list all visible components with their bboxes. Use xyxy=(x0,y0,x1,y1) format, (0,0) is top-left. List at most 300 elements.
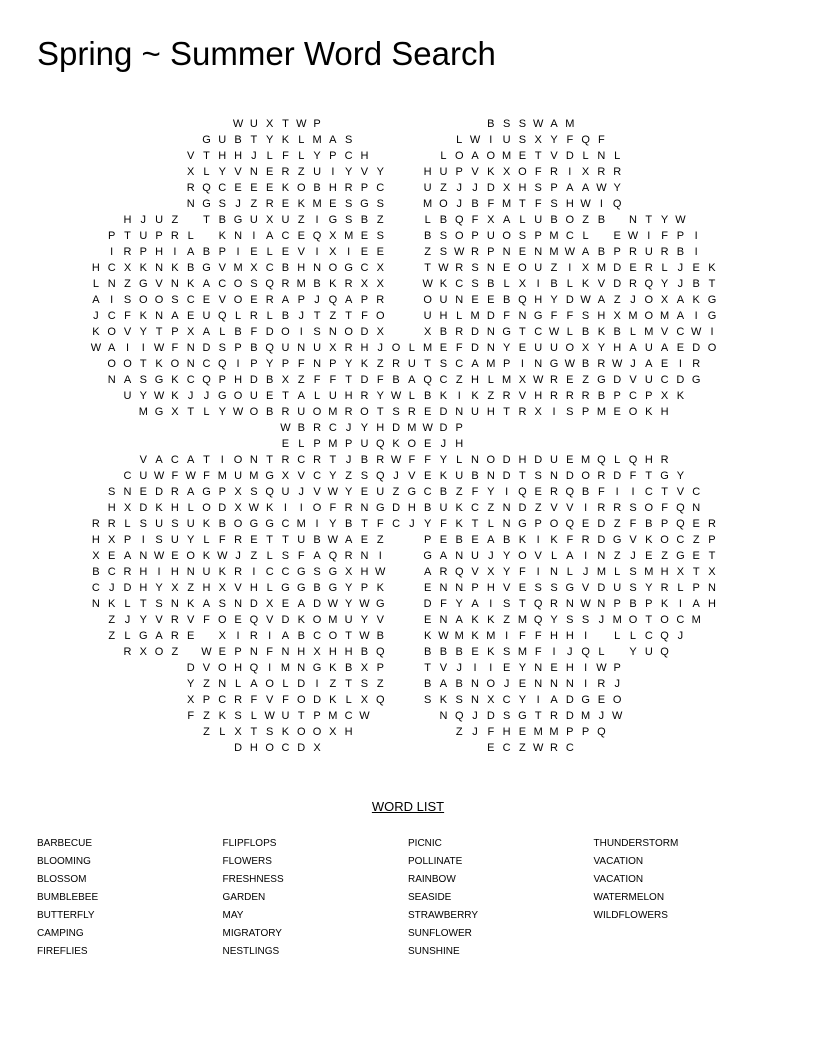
grid-letter: Z xyxy=(187,582,195,594)
grid-letter: O xyxy=(202,502,211,514)
grid-letter: C xyxy=(629,390,637,402)
grid-blank xyxy=(388,564,404,580)
grid-letter: S xyxy=(344,198,353,210)
grid-blank xyxy=(120,708,136,724)
grid-letter: R xyxy=(581,390,590,402)
grid-letter: W xyxy=(185,470,196,482)
grid-letter: K xyxy=(550,534,558,546)
grid-letter: C xyxy=(107,566,116,578)
grid-letter: G xyxy=(502,326,511,338)
grid-letter: E xyxy=(692,262,700,274)
grid-letter: O xyxy=(217,614,227,626)
grid-letter: Z xyxy=(376,534,384,546)
grid-letter: U xyxy=(439,502,448,514)
grid-letter: U xyxy=(234,470,243,482)
grid-letter: I xyxy=(584,550,588,562)
grid-letter: J xyxy=(140,214,147,226)
grid-blank xyxy=(135,196,151,212)
grid-letter: A xyxy=(187,246,195,258)
grid-letter: E xyxy=(234,614,242,626)
grid-letter: R xyxy=(597,678,606,690)
grid-letter: X xyxy=(487,694,495,706)
grid-letter: D xyxy=(297,742,306,754)
grid-letter: T xyxy=(692,566,700,578)
grid-row xyxy=(88,468,720,484)
grid-blank xyxy=(404,740,420,756)
grid-letter: V xyxy=(265,694,274,706)
grid-letter: N xyxy=(170,278,179,290)
grid-letter: P xyxy=(471,230,479,242)
grid-letter: R xyxy=(550,598,558,610)
grid-letter: I xyxy=(236,358,240,370)
grid-letter: H xyxy=(91,534,100,546)
grid-letter: C xyxy=(313,470,322,482)
grid-letter: A xyxy=(187,454,195,466)
grid-blank xyxy=(88,612,104,628)
grid-letter: C xyxy=(218,182,227,194)
grid-letter: L xyxy=(298,134,305,146)
grid-row xyxy=(88,660,720,676)
grid-letter: J xyxy=(298,310,304,322)
grid-blank xyxy=(183,420,199,436)
grid-letter: Q xyxy=(660,630,669,642)
grid-letter: F xyxy=(203,470,210,482)
grid-letter: B xyxy=(360,454,369,466)
grid-letter: V xyxy=(187,150,195,162)
grid-letter: U xyxy=(471,406,479,418)
grid-letter: K xyxy=(518,534,527,546)
grid-letter: N xyxy=(471,678,479,690)
grid-letter: B xyxy=(645,518,653,530)
grid-blank xyxy=(657,196,673,212)
grid-letter: A xyxy=(202,326,211,338)
grid-letter: P xyxy=(534,230,542,242)
grid-letter: C xyxy=(123,470,132,482)
grid-letter: Q xyxy=(328,550,338,562)
grid-letter: K xyxy=(471,614,479,626)
grid-letter: W xyxy=(533,118,544,130)
grid-letter: X xyxy=(329,230,337,242)
grid-letter: C xyxy=(692,486,701,498)
grid-letter: E xyxy=(297,230,305,242)
grid-blank xyxy=(246,436,262,452)
grid-letter: S xyxy=(360,678,369,690)
grid-blank xyxy=(388,228,404,244)
grid-letter: I xyxy=(536,278,540,290)
grid-letter: O xyxy=(281,326,290,338)
grid-letter: G xyxy=(533,310,543,322)
grid-blank xyxy=(404,564,420,580)
grid-letter: I xyxy=(268,662,272,674)
grid-blank xyxy=(388,596,404,612)
grid-letter: J xyxy=(472,726,478,738)
grid-letter: E xyxy=(439,534,448,546)
grid-blank xyxy=(183,132,199,148)
grid-letter: S xyxy=(218,198,226,210)
grid-letter: N xyxy=(486,342,495,354)
grid-letter: J xyxy=(598,614,605,626)
grid-blank xyxy=(151,420,167,436)
grid-blank xyxy=(199,420,215,436)
grid-letter: Q xyxy=(644,278,654,290)
grid-blank xyxy=(404,724,420,740)
grid-blank xyxy=(357,740,373,756)
grid-letter: C xyxy=(297,454,306,466)
grid-letter: Y xyxy=(265,134,274,146)
grid-letter: F xyxy=(282,694,289,706)
grid-letter: O xyxy=(549,518,559,530)
grid-letter: I xyxy=(710,326,714,338)
grid-blank xyxy=(420,116,436,132)
grid-letter: M xyxy=(280,662,291,674)
grid-blank xyxy=(104,660,120,676)
grid-letter: X xyxy=(187,166,195,178)
grid-letter: Y xyxy=(218,406,226,418)
grid-letter: B xyxy=(439,326,448,338)
grid-letter: H xyxy=(297,262,306,274)
grid-letter: E xyxy=(250,534,258,546)
grid-letter: B xyxy=(423,646,432,658)
grid-letter: P xyxy=(202,694,211,706)
grid-blank xyxy=(135,164,151,180)
grid-letter: O xyxy=(328,262,338,274)
grid-letter: F xyxy=(519,630,526,642)
grid-letter: I xyxy=(694,230,698,242)
grid-letter: F xyxy=(218,534,226,546)
grid-letter: F xyxy=(440,518,447,530)
grid-blank xyxy=(135,420,151,436)
grid-letter: A xyxy=(313,550,321,562)
grid-letter: U xyxy=(281,710,290,722)
grid-letter: K xyxy=(597,326,606,338)
grid-letter: I xyxy=(505,630,509,642)
grid-letter: W xyxy=(580,198,591,210)
grid-letter: P xyxy=(550,182,558,194)
grid-blank xyxy=(88,212,104,228)
grid-blank xyxy=(199,436,215,452)
grid-letter: W xyxy=(264,710,275,722)
grid-blank xyxy=(88,708,104,724)
grid-letter: B xyxy=(581,326,590,338)
grid-blank xyxy=(404,628,420,644)
grid-letter: W xyxy=(248,502,260,514)
grid-letter: N xyxy=(486,326,495,338)
grid-letter: I xyxy=(315,518,319,530)
grid-letter: U xyxy=(281,342,290,354)
grid-letter: E xyxy=(550,662,558,674)
grid-letter: T xyxy=(361,518,368,530)
grid-blank xyxy=(104,452,120,468)
grid-blank xyxy=(183,740,199,756)
grid-letter: K xyxy=(281,134,290,146)
grid-blank xyxy=(135,132,151,148)
grid-letter: N xyxy=(502,246,511,258)
grid-letter: W xyxy=(580,598,591,610)
grid-letter: K xyxy=(455,502,463,514)
grid-letter: O xyxy=(217,662,227,674)
grid-letter: W xyxy=(422,422,433,434)
grid-letter: H xyxy=(660,406,669,418)
grid-letter: B xyxy=(392,374,400,386)
grid-letter: D xyxy=(218,502,227,514)
grid-letter: F xyxy=(376,518,384,530)
grid-letter: Y xyxy=(360,422,369,434)
grid-letter: L xyxy=(298,438,305,450)
grid-blank xyxy=(388,180,404,196)
grid-letter: M xyxy=(612,614,622,626)
grid-letter: D xyxy=(471,342,479,354)
grid-letter: I xyxy=(299,502,303,514)
grid-letter: E xyxy=(360,230,369,242)
word-list-item: FLIPFLOPS xyxy=(222,838,277,849)
grid-letter: O xyxy=(328,630,338,642)
grid-letter: I xyxy=(141,534,145,546)
grid-letter: E xyxy=(471,294,479,306)
grid-letter: L xyxy=(629,630,637,642)
grid-blank xyxy=(88,164,104,180)
grid-letter: O xyxy=(296,694,306,706)
grid-row xyxy=(88,244,720,260)
grid-letter: D xyxy=(249,374,258,386)
grid-blank xyxy=(167,676,183,692)
grid-letter: V xyxy=(202,662,211,674)
grid-letter: U xyxy=(313,342,322,354)
grid-letter: A xyxy=(455,614,463,626)
grid-letter: G xyxy=(281,582,290,594)
grid-letter: Z xyxy=(171,646,179,658)
grid-letter: U xyxy=(249,214,258,226)
grid-blank xyxy=(246,420,262,436)
grid-letter: U xyxy=(423,310,432,322)
grid-letter: I xyxy=(599,198,603,210)
grid-letter: A xyxy=(487,534,495,546)
grid-letter: C xyxy=(644,630,653,642)
grid-letter: X xyxy=(360,694,369,706)
grid-blank xyxy=(420,708,436,724)
grid-letter: N xyxy=(186,342,195,354)
grid-letter: O xyxy=(565,214,575,226)
grid-letter: G xyxy=(328,582,338,594)
grid-letter: I xyxy=(584,678,588,690)
grid-letter: D xyxy=(502,454,511,466)
grid-letter: S xyxy=(518,134,527,146)
grid-letter: T xyxy=(424,662,431,674)
grid-letter: P xyxy=(329,358,337,370)
grid-letter: B xyxy=(218,214,226,226)
grid-letter: G xyxy=(202,198,211,210)
grid-letter: U xyxy=(613,582,622,594)
grid-letter: A xyxy=(155,454,163,466)
word-list-item: FRESHNESS xyxy=(222,874,284,885)
grid-letter: J xyxy=(409,518,415,530)
grid-letter: F xyxy=(440,598,447,610)
grid-letter: W xyxy=(533,742,544,754)
grid-letter: A xyxy=(92,294,100,306)
grid-letter: B xyxy=(313,278,321,290)
grid-letter: I xyxy=(299,326,303,338)
grid-letter: I xyxy=(315,246,319,258)
word-list-item: NESTLINGS xyxy=(222,946,280,957)
grid-letter: O xyxy=(454,150,464,162)
grid-letter: D xyxy=(392,502,401,514)
grid-letter: X xyxy=(234,486,242,498)
grid-letter: E xyxy=(487,742,495,754)
grid-letter: L xyxy=(456,134,463,146)
grid-letter: O xyxy=(644,294,654,306)
grid-row xyxy=(88,564,720,580)
grid-letter: R xyxy=(234,534,243,546)
grid-letter: J xyxy=(488,550,494,562)
grid-letter: L xyxy=(187,502,194,514)
word-list-column xyxy=(594,835,780,961)
grid-blank xyxy=(388,292,404,308)
grid-blank xyxy=(167,740,183,756)
grid-row xyxy=(88,532,720,548)
grid-letter: X xyxy=(676,566,685,578)
grid-blank xyxy=(467,116,483,132)
grid-letter: R xyxy=(91,518,100,530)
grid-letter: A xyxy=(502,214,511,226)
word-list-item: FLOWERS xyxy=(222,856,272,867)
grid-letter: L xyxy=(203,406,210,418)
grid-letter: E xyxy=(566,454,574,466)
grid-letter: Q xyxy=(265,342,274,354)
grid-letter: S xyxy=(518,230,527,242)
grid-letter: E xyxy=(265,166,274,178)
grid-letter: K xyxy=(439,694,448,706)
grid-letter: N xyxy=(360,550,369,562)
grid-blank xyxy=(120,196,136,212)
grid-letter: X xyxy=(92,550,100,562)
grid-letter: T xyxy=(313,310,321,322)
grid-letter: P xyxy=(455,422,463,434)
grid-letter: V xyxy=(550,502,558,514)
grid-letter: L xyxy=(424,214,431,226)
grid-letter: C xyxy=(265,566,274,578)
grid-letter: G xyxy=(328,566,338,578)
grid-letter: W xyxy=(153,470,165,482)
grid-blank xyxy=(625,164,641,180)
grid-letter: E xyxy=(250,294,258,306)
grid-letter: B xyxy=(439,214,448,226)
grid-letter: J xyxy=(456,198,462,210)
grid-letter: B xyxy=(471,198,479,210)
grid-letter: R xyxy=(376,294,385,306)
grid-blank xyxy=(594,628,610,644)
grid-letter: C xyxy=(660,374,669,386)
grid-letter: H xyxy=(234,374,243,386)
grid-letter: T xyxy=(471,518,479,530)
grid-letter: I xyxy=(236,630,240,642)
grid-letter: W xyxy=(153,550,165,562)
grid-letter: K xyxy=(187,278,195,290)
grid-letter: A xyxy=(439,550,448,562)
grid-blank xyxy=(388,276,404,292)
grid-letter: H xyxy=(123,214,132,226)
grid-letter: B xyxy=(344,518,353,530)
grid-letter: X xyxy=(581,262,590,274)
grid-letter: T xyxy=(266,454,274,466)
grid-letter: A xyxy=(471,358,479,370)
grid-letter: K xyxy=(376,582,384,594)
grid-blank xyxy=(104,724,120,740)
grid-letter: Q xyxy=(202,182,211,194)
grid-letter: U xyxy=(281,486,290,498)
grid-letter: V xyxy=(471,166,479,178)
grid-blank xyxy=(388,644,404,660)
grid-letter: X xyxy=(265,214,274,226)
grid-letter: U xyxy=(439,294,448,306)
grid-blank xyxy=(404,676,420,692)
grid-letter: L xyxy=(298,150,305,162)
grid-letter: V xyxy=(629,374,637,386)
grid-blank xyxy=(151,132,167,148)
grid-letter: R xyxy=(597,166,606,178)
grid-letter: Y xyxy=(487,486,495,498)
grid-letter: O xyxy=(107,326,116,338)
grid-letter: O xyxy=(312,726,322,738)
grid-letter: Z xyxy=(519,742,526,754)
grid-letter: U xyxy=(455,470,464,482)
grid-letter: Y xyxy=(502,566,511,578)
grid-letter: Z xyxy=(582,214,589,226)
grid-blank xyxy=(151,196,167,212)
grid-letter: T xyxy=(519,326,526,338)
grid-letter: X xyxy=(581,342,590,354)
grid-letter: O xyxy=(660,614,669,626)
grid-letter: F xyxy=(566,310,574,322)
grid-letter: D xyxy=(313,598,322,610)
grid-letter: X xyxy=(329,246,337,258)
grid-letter: P xyxy=(471,582,479,594)
grid-letter: D xyxy=(565,694,574,706)
grid-letter: U xyxy=(486,230,495,242)
grid-letter: B xyxy=(581,358,590,370)
grid-letter: P xyxy=(313,710,321,722)
grid-letter: Y xyxy=(155,582,163,594)
grid-letter: Q xyxy=(628,454,638,466)
grid-letter: P xyxy=(360,582,369,594)
grid-blank xyxy=(388,244,404,260)
grid-letter: H xyxy=(376,422,385,434)
grid-letter: Z xyxy=(345,470,353,482)
grid-blank xyxy=(436,132,452,148)
grid-letter: W xyxy=(438,262,449,274)
grid-letter: X xyxy=(281,470,290,482)
grid-letter: L xyxy=(250,710,257,722)
grid-letter: K xyxy=(139,262,147,274)
grid-blank xyxy=(167,196,183,212)
grid-letter: U xyxy=(550,342,558,354)
grid-letter: H xyxy=(550,630,558,642)
grid-letter: Q xyxy=(597,726,606,738)
grid-letter: Y xyxy=(550,134,558,146)
grid-letter: L xyxy=(677,582,684,594)
grid-letter: Q xyxy=(265,278,274,290)
grid-letter: G xyxy=(660,470,669,482)
grid-blank xyxy=(88,180,104,196)
grid-letter: Q xyxy=(676,518,685,530)
grid-letter: A xyxy=(344,534,353,546)
grid-letter: S xyxy=(502,118,511,130)
grid-blank xyxy=(625,132,641,148)
grid-letter: T xyxy=(503,406,510,418)
grid-letter: R xyxy=(581,534,590,546)
grid-letter: H xyxy=(234,150,243,162)
grid-letter: H xyxy=(170,502,179,514)
grid-letter: D xyxy=(597,518,606,530)
grid-letter: K xyxy=(455,518,463,530)
